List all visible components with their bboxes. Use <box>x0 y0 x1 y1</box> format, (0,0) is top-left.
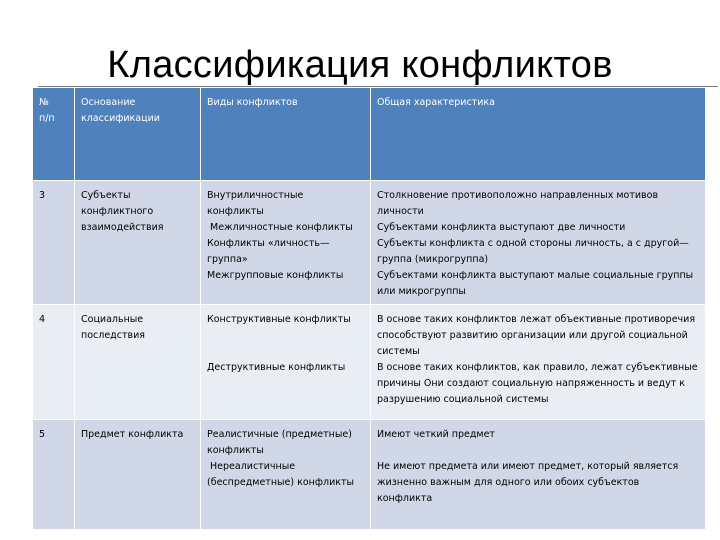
row-description: Имеют четкий предмет Не имеют предмета или имеют предмет, который является жизненно важным для одного или обоих субъектов конфликта <box>371 420 706 530</box>
row-num: 5 <box>33 420 75 530</box>
row-types: Внутриличностные конфликты Межличностные конфликты Конфликты «личность— группа» Межгрупповые конфликты <box>201 181 371 305</box>
table-row <box>33 305 706 420</box>
row-basis: Субъекты конфликтного взаимодействия <box>75 181 201 305</box>
header-description: Общая характеристика <box>371 88 706 181</box>
header-basis: Основание классификации <box>75 88 201 181</box>
row-types: Конструктивные конфликты Деструктивные конфликты <box>201 305 371 420</box>
row-basis: Предмет конфликта <box>75 420 201 530</box>
classification-table <box>32 87 706 530</box>
table-row <box>33 420 706 530</box>
row-description: Столкновение противоположно направленных мотивов личности Субъектами конфликта выступают две личности Субъекты конфликта с одной стороны личность, а с другой— группа (микрогруппа) Субъектами конфликта выступают малые социальные группы или микрогруппы <box>371 181 706 305</box>
header-num: № п/п <box>33 88 75 181</box>
table-header-row <box>33 88 706 181</box>
row-types: Реалистичные (предметные) конфликты Нереалистичные (беспредметные) конфликты <box>201 420 371 530</box>
header-types: Виды конфликтов <box>201 88 371 181</box>
row-num: 4 <box>33 305 75 420</box>
row-description: В основе таких конфликтов лежат объективные противоречия способствуют развитию организации или другой социальной системы В основе таких конфликтов, как правило, лежат субъективные причины Они создают социальную напряженность и ведут к разрушению социальной системы <box>371 305 706 420</box>
slide-title: Классификация конфликтов <box>107 44 613 86</box>
table-row <box>33 181 706 305</box>
row-basis: Социальные последствия <box>75 305 201 420</box>
row-num: 3 <box>33 181 75 305</box>
